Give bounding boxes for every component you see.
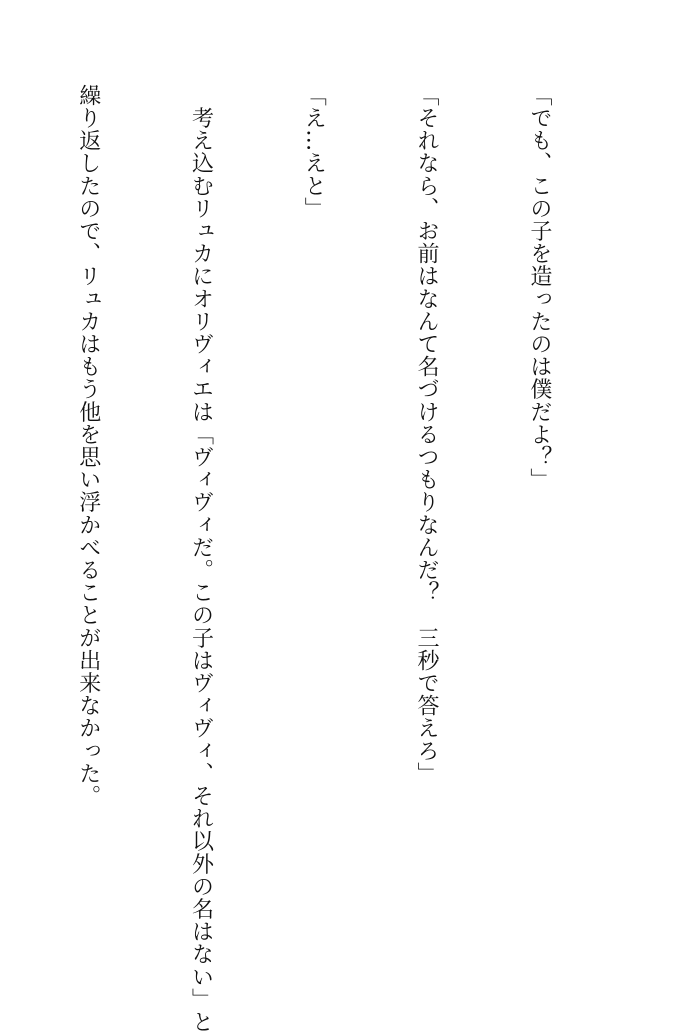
text-line-5: 繰り返したので、リュカはもう他を思い浮かべることが出来なかった。	[75, 84, 101, 808]
vertical-text-body	[0, 84, 633, 1033]
text-line-2: 「それなら、お前はなんて名づけるつもりなんだ？ 三秒で答えろ」	[414, 84, 440, 785]
text-line-3: 「え…えと」	[301, 84, 327, 220]
text-line-1: 「でも、この子を造ったのは僕だよ？」	[526, 84, 552, 491]
text-line-4: 考え込むリュカにオリヴィエは「ヴィヴィだ。この子はヴィヴィ、それ以外の名はない」と	[188, 84, 214, 1033]
